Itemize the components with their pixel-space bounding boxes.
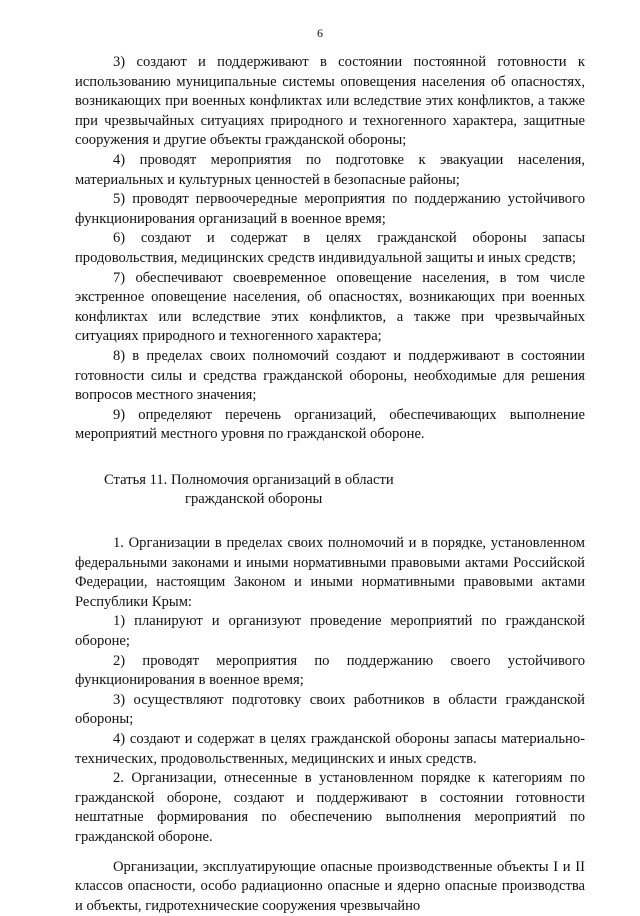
list-item-4: 4) проводят мероприятия по подготовке к эвакуации населения, материальных и культурных ценностей в безопасные районы;: [75, 151, 585, 188]
list-item-5: 5) проводят первоочередные мероприятия по поддержанию устойчивого функционирования организаций в военное время;: [75, 191, 585, 227]
clause-1-item-2: 2) проводят мероприятия по поддержанию своего устойчивого функционирования в военное время;: [75, 652, 585, 689]
page-number: 6: [317, 26, 323, 40]
article-heading-line1: Статья 11. Полномочия организаций в области: [104, 471, 394, 488]
list-item-9: 9) определяют перечень организаций, обеспечивающих выполнение мероприятий местного уровня по гражданской обороне.: [75, 406, 585, 443]
list-item-6: 6) создают и содержат в целях гражданской обороны запасы продовольствия, медицинских средств индивидуальной защиты и иных средств;: [75, 230, 585, 266]
document-body: [75, 53, 585, 916]
clause-2: 2. Организации, отнесенные в установленном порядке к категориям по гражданской обороне, создают и поддерживают в состоянии готовности нештатные формирования по обеспечению выполнения мероприятий по гражданской обороне.: [75, 770, 585, 845]
article-heading-line2: гражданской обороны: [185, 491, 323, 508]
article-heading: [104, 471, 585, 510]
clause-2-continuation: Организации, эксплуатирующие опасные производственные объекты I и II классов опасности, особо радиационно опасные и ядерно опасные производства и объекты, гидротехнические сооружения чрезвычайно: [75, 858, 585, 914]
clause-1: 1. Организации в пределах своих полномочий и в порядке, установленном федеральными законами и иными нормативными правовыми актами Российской Федерации, настоящим Законом и иными нормативными правовыми актами Республики Крым:: [75, 535, 585, 610]
clause-1-item-3: 3) осуществляют подготовку своих работников в области гражданской обороны;: [75, 691, 585, 728]
list-item-3: 3) создают и поддерживают в состоянии постоянной готовности к использованию муниципальные системы оповещения населения об опасностях, возникающих при военных конфликтах или вследствие этих конфликтов, а также при чрезвычайных ситуациях природного и техногенного характера, защитные сооружения и другие объекты гражданской обороны;: [75, 54, 585, 149]
list-item-8: 8) в пределах своих полномочий создают и поддерживают в состоянии готовности силы и средства гражданской обороны, необходимые для решения вопросов местного значения;: [75, 347, 585, 404]
clause-1-item-1: 1) планируют и организуют проведение мероприятий по гражданской обороне;: [75, 613, 585, 650]
clause-1-item-4: 4) создают и содержат в целях гражданской обороны запасы материально-технических, продовольственных, медицинских и иных средств.: [75, 731, 585, 767]
list-item-7: 7) обеспечивают своевременное оповещение населения, в том числе экстренное оповещение населения, об опасностях, возникающих при военных конфликтах или вследствие этих конфликтов, а также при чрезвычайных ситуациях природного и техногенного характера;: [75, 269, 585, 345]
